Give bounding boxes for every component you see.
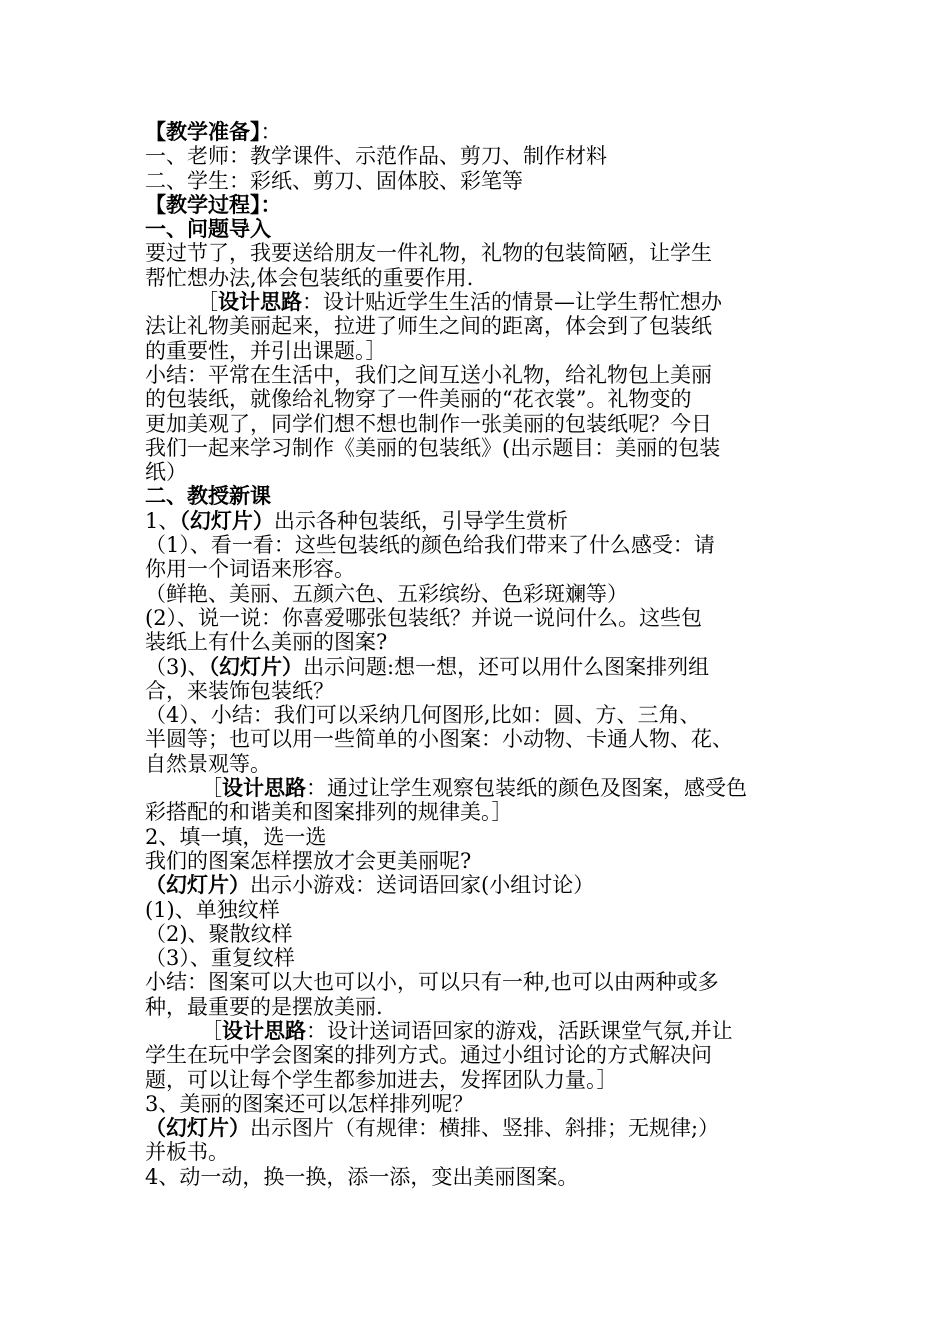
text-line-sec2-2s2 bbox=[145, 995, 825, 1019]
text-segment: 出示问题:想一想，还可以用什么图案排列组 bbox=[303, 654, 710, 679]
text-segment: （4）、小结：我们可以采纳几何图形,比如：圆、方、三角、 bbox=[145, 703, 701, 728]
text-line-sec2-2q bbox=[145, 849, 825, 873]
text-segment: （3)、 bbox=[145, 654, 209, 679]
text-segment: 彩搭配的和谐美和图案排列的规律美。］ bbox=[145, 800, 513, 825]
text-segment: 一、老师：教学课件、示范作品、剪刀、制作材料 bbox=[145, 144, 607, 169]
text-segment: 出示小游戏：送词语回家(小组讨论） bbox=[250, 873, 595, 898]
text-segment: 要过节了，我要送给朋友一件礼物，礼物的包装简陋，让学生 bbox=[145, 241, 712, 266]
text-line-sec2-2s1 bbox=[145, 970, 825, 994]
bold-text: 设计思路 bbox=[222, 1017, 306, 1043]
text-segment: 学生在玩中学会图案的排列方式。通过小组讨论的方式解决问 bbox=[145, 1043, 712, 1068]
text-segment: 小结：图案可以大也可以小，可以只有一种,也可以由两种或多 bbox=[145, 970, 719, 995]
text-line-sec2-1-3b bbox=[145, 679, 825, 703]
text-line-sec2-2d2 bbox=[145, 1043, 825, 1067]
text-segment: 4、动一动，换一换，添一添，变出美丽图案。 bbox=[145, 1164, 579, 1189]
text-segment: 1、 bbox=[145, 508, 180, 533]
text-line-sec2-1-4b bbox=[145, 727, 825, 751]
text-segment: 题，可以让每个学生都参加进去，发挥团队力量。］ bbox=[145, 1067, 618, 1092]
text-line-sec1-s4 bbox=[145, 436, 825, 460]
text-line-sec1-s3 bbox=[145, 412, 825, 436]
text-line-sec2-d1 bbox=[145, 776, 825, 800]
text-segment: 纸） bbox=[145, 460, 187, 485]
text-segment: ［ bbox=[201, 1018, 222, 1043]
bold-text: （幻灯片） bbox=[145, 1115, 250, 1141]
text-line-sec2-1-3a bbox=[145, 655, 825, 679]
text-line-sec2-1-4a bbox=[145, 703, 825, 727]
text-line-sec2-2-1 bbox=[145, 898, 825, 922]
text-line-sec2-1 bbox=[145, 509, 825, 533]
text-segment: 并板书。 bbox=[145, 1140, 229, 1165]
text-line-sec1-p1 bbox=[145, 241, 825, 265]
text-line-prep-heading bbox=[145, 120, 825, 144]
text-line-sec1-s2 bbox=[145, 387, 825, 411]
bold-text: （幻灯片） bbox=[208, 653, 304, 679]
bold-text: 二、教授新课 bbox=[145, 483, 271, 509]
text-line-sec2-3a bbox=[145, 1116, 825, 1140]
text-segment: 我们一起来学习制作《美丽的包装纸》(出示题目：美丽的包装 bbox=[145, 435, 721, 460]
text-segment: 合，来装饰包装纸？ bbox=[145, 678, 334, 703]
text-segment: 种，最重要的是摆放美丽. bbox=[145, 994, 383, 1019]
text-segment: 你用一个词语来形容。 bbox=[145, 557, 355, 582]
text-line-sec2-1-1c bbox=[145, 582, 825, 606]
text-segment: ［ bbox=[197, 290, 218, 315]
text-segment: 更加美观了，同学们想不想也制作一张美丽的包装纸呢？今日 bbox=[145, 411, 712, 436]
text-line-sec2-2-3 bbox=[145, 946, 825, 970]
text-segment: ［ bbox=[201, 776, 222, 801]
text-segment: 小结：平常在生活中，我们之间互送小礼物，给礼物包上美丽 bbox=[145, 362, 712, 387]
text-line-sec2-2-2 bbox=[145, 922, 825, 946]
text-segment: 法让礼物美丽起来，拉进了师生之间的距离，体会到了包装纸 bbox=[145, 314, 712, 339]
text-segment: 的包装纸，就像给礼物穿了一件美丽的“花衣裳”。礼物变的 bbox=[145, 387, 692, 412]
text-segment: 出示各种包装纸，引导学生赏析 bbox=[273, 508, 568, 533]
text-segment: ：通过让学生观察包装纸的颜色及图案，感受色 bbox=[306, 776, 747, 801]
text-line-prep-teacher bbox=[145, 144, 825, 168]
text-segment: ：设计贴近学生生活的情景—让学生帮忙想办 bbox=[302, 290, 722, 315]
text-segment: ： bbox=[260, 120, 282, 144]
text-segment: （鲜艳、美丽、五颜六色、五彩缤纷、色彩斑斓等） bbox=[145, 581, 628, 606]
text-line-sec2-2d3 bbox=[145, 1068, 825, 1092]
text-line-sec1-d2 bbox=[145, 314, 825, 338]
text-segment: ：设计送词语回家的游戏，活跃课堂气氛,并让 bbox=[306, 1018, 733, 1043]
text-segment: 的重要性，并引出课题。］ bbox=[145, 338, 387, 363]
text-line-sec2-1-2b bbox=[145, 630, 825, 654]
text-segment: 自然景观等。 bbox=[145, 751, 271, 776]
bold-text: 设计思路 bbox=[218, 289, 302, 315]
text-segment: （3）、重复纹样 bbox=[145, 946, 295, 971]
text-line-sec2-1-1b bbox=[145, 557, 825, 581]
text-segment: (2）、说一说：你喜爱哪张包装纸？并说一说问什么。这些包 bbox=[145, 605, 703, 630]
text-segment: 二、学生：彩纸、剪刀、固体胶、彩笔等 bbox=[145, 168, 523, 193]
text-line-sec1-s5 bbox=[145, 460, 825, 484]
text-line-sec1-heading bbox=[145, 217, 825, 241]
text-line-sec2-d2 bbox=[145, 800, 825, 824]
text-segment: （2)、聚散纹样 bbox=[145, 921, 293, 946]
bold-text: 【教学准备】 bbox=[145, 119, 261, 144]
text-segment: 装纸上有什么美丽的图案? bbox=[145, 630, 388, 655]
text-segment: 出示图片（有规律：横排、竖排、斜排；无规律;） bbox=[250, 1116, 720, 1141]
text-line-prep-student bbox=[145, 169, 825, 193]
text-segment: （1）、看一看：这些包装纸的颜色给我们带来了什么感受：请 bbox=[145, 533, 715, 558]
text-line-process-heading bbox=[145, 193, 825, 217]
bold-text: 【教学过程】： bbox=[145, 191, 282, 217]
text-segment: 我们的图案怎样摆放才会更美丽呢? bbox=[145, 848, 472, 873]
text-segment: 3、美丽的图案还可以怎样排列呢？ bbox=[145, 1091, 474, 1116]
text-line-sec2-2 bbox=[145, 825, 825, 849]
document-page bbox=[145, 120, 825, 1189]
text-line-sec2-3 bbox=[145, 1092, 825, 1116]
text-line-sec2-3b bbox=[145, 1140, 825, 1164]
text-line-sec2-1-1a bbox=[145, 533, 825, 557]
text-line-sec2-1-4c bbox=[145, 752, 825, 776]
bold-text: 一、问题导入 bbox=[145, 216, 271, 242]
text-line-sec2-1-2a bbox=[145, 606, 825, 630]
text-line-sec1-p2 bbox=[145, 266, 825, 290]
text-segment: 半圆等；也可以用一些简单的小图案：小动物、卡通人物、花、 bbox=[145, 727, 733, 752]
text-line-sec2-2g bbox=[145, 873, 825, 897]
text-line-sec1-d1 bbox=[145, 290, 825, 314]
text-segment: (1)、单独纹样 bbox=[145, 897, 280, 922]
text-line-sec1-s1 bbox=[145, 363, 825, 387]
bold-text: （幻灯片） bbox=[145, 872, 250, 898]
text-line-sec2-2d1 bbox=[145, 1019, 825, 1043]
text-segment: 帮忙想办法,体会包装纸的重要作用. bbox=[145, 265, 474, 290]
text-line-sec2-heading bbox=[145, 484, 825, 508]
text-line-sec2-4 bbox=[145, 1165, 825, 1189]
text-segment: 2、填一填，选一选 bbox=[145, 824, 327, 849]
text-line-sec1-d3 bbox=[145, 339, 825, 363]
bold-text: 设计思路 bbox=[222, 775, 306, 801]
bold-text: （幻灯片） bbox=[179, 507, 274, 533]
